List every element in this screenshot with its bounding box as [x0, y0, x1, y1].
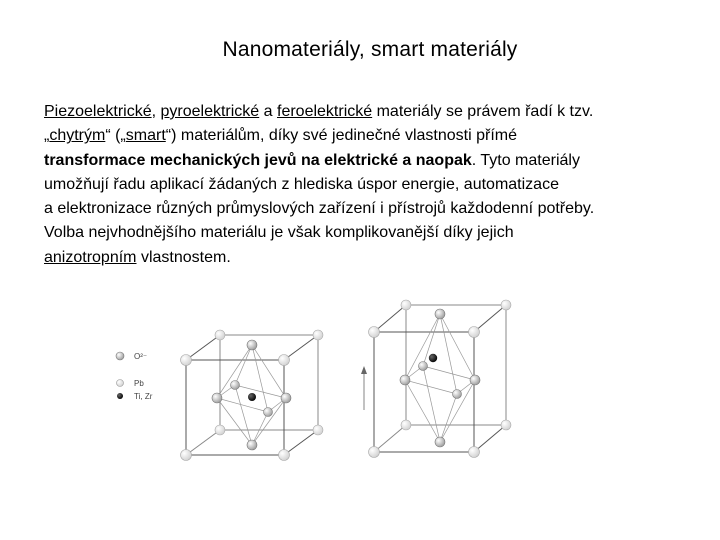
legend-item-pb — [117, 379, 145, 388]
term-ferroelectric[interactable]: feroelektrické — [277, 103, 373, 120]
text-line-5: a elektronizace různých průmyslových zařízení i přístrojů každodenní potřeby. — [44, 200, 595, 218]
text-line-4: umožňují řadu aplikací žádaných z hlediska úspor energie, automatizace — [44, 175, 559, 193]
cubic-cell-atoms — [181, 330, 324, 461]
text-line-3: transformace mechanických jevů na elektrické a naopak. Tyto materiály — [44, 151, 580, 169]
term-pyroelectric[interactable]: pyroelektrické — [160, 103, 260, 120]
term-piezoelectric[interactable]: Piezoelektrické — [44, 103, 152, 120]
legend-item-o — [116, 352, 147, 361]
legend-item-ti — [117, 392, 153, 401]
oxygen-atom-icon — [116, 352, 124, 360]
term-anisotropic[interactable]: anizotropním — [44, 248, 137, 266]
term-chytrym[interactable]: chytrým — [49, 127, 106, 145]
legend-label-pb: Pb — [134, 379, 144, 388]
tetragonal-unit-cell — [361, 305, 506, 452]
text-line-2: „chytrým“ („smart“) materiálům, díky své jedinečné vlastnosti přímé — [44, 127, 518, 145]
legend-label-ti: Ti, Zr — [134, 392, 153, 401]
perovskite-crystal-figure — [110, 290, 530, 520]
legend-label-o: O²⁻ — [134, 352, 148, 361]
legend — [116, 352, 153, 401]
page-title: Nanomateriály, smart materiály — [222, 38, 518, 61]
term-smart[interactable]: smart — [125, 127, 166, 145]
text-line-6: Volba nejvhodnějšího materiálu je však komplikovanější díky jejich — [44, 224, 514, 242]
titanium-atom-icon — [117, 393, 123, 399]
text-line-1: Piezoelektrické, pyroelektrické a feroelektrické materiály se právem řadí k tzv. — [44, 103, 594, 120]
body-paragraph — [44, 100, 684, 270]
lead-atom-icon — [117, 380, 124, 387]
bold-phrase: transformace mechanických jevů na elektrické a naopak — [44, 151, 472, 169]
tetragonal-cell-atoms — [369, 300, 512, 458]
text-line-7: anizotropním vlastnostem. — [44, 248, 231, 266]
